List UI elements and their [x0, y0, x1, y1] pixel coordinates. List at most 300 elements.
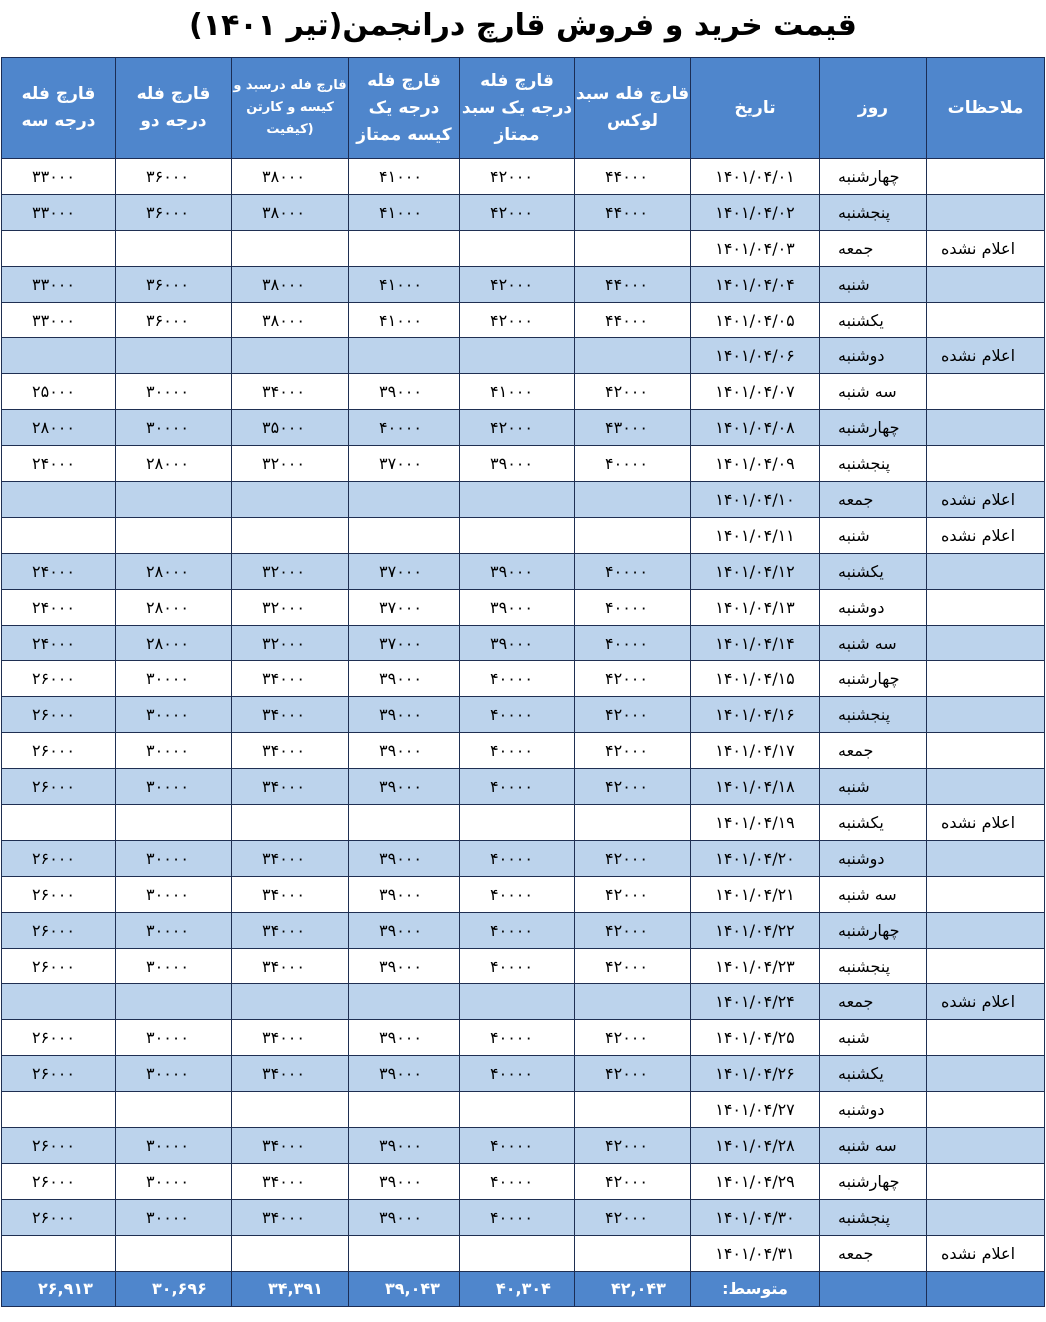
- price-cell-mixed-pack: ۳۲۰۰۰: [232, 589, 349, 625]
- notes-cell: [927, 840, 1045, 876]
- price-cell-lux-basket: ۴۲۰۰۰: [575, 733, 691, 769]
- table-row: [2, 984, 1045, 1020]
- day-cell: یکشنبه: [820, 805, 927, 841]
- price-cell-grade3: [2, 338, 116, 374]
- price-cell-grade1-basket: ۴۰۰۰۰: [460, 697, 575, 733]
- notes-cell: اعلام نشده: [927, 1235, 1045, 1271]
- price-cell-grade2: ۳۰۰۰۰: [116, 733, 232, 769]
- price-cell-grade2: [116, 805, 232, 841]
- price-cell-mixed-pack: ۳۴۰۰۰: [232, 733, 349, 769]
- price-cell-mixed-pack: [232, 1235, 349, 1271]
- date-cell: ۱۴۰۱/۰۴/۱۷: [691, 733, 820, 769]
- day-cell: دوشنبه: [820, 840, 927, 876]
- price-cell-grade1-basket: ۴۲۰۰۰: [460, 302, 575, 338]
- notes-cell: [927, 1092, 1045, 1128]
- price-cell-grade1-bag: ۳۹۰۰۰: [349, 374, 460, 410]
- price-cell-grade2: ۳۰۰۰۰: [116, 374, 232, 410]
- table-row: [2, 482, 1045, 518]
- price-cell-lux-basket: ۴۳۰۰۰: [575, 410, 691, 446]
- table-row: [2, 446, 1045, 482]
- table-row: [2, 302, 1045, 338]
- day-cell: چهارشنبه: [820, 159, 927, 195]
- price-cell-grade2: ۳۰۰۰۰: [116, 1020, 232, 1056]
- notes-cell: [927, 1128, 1045, 1164]
- notes-cell: [927, 948, 1045, 984]
- price-cell-mixed-pack: [232, 482, 349, 518]
- notes-cell: [927, 1020, 1045, 1056]
- table-body: [2, 159, 1045, 1272]
- price-cell-grade1-bag: ۳۹۰۰۰: [349, 1199, 460, 1235]
- price-cell-grade2: ۲۸۰۰۰: [116, 625, 232, 661]
- notes-cell: اعلام نشده: [927, 338, 1045, 374]
- col-header-grade1-bag: قارچ فله درجه یک کیسه ممتاز: [349, 58, 460, 159]
- table-row: [2, 374, 1045, 410]
- date-cell: ۱۴۰۱/۰۴/۲۸: [691, 1128, 820, 1164]
- price-cell-grade1-basket: ۴۲۰۰۰: [460, 194, 575, 230]
- price-cell-lux-basket: ۴۰۰۰۰: [575, 589, 691, 625]
- price-cell-grade1-basket: [460, 984, 575, 1020]
- price-cell-grade3: [2, 517, 116, 553]
- table-header-row: [2, 58, 1045, 159]
- price-cell-grade1-bag: ۳۷۰۰۰: [349, 589, 460, 625]
- price-cell-grade3: ۲۶۰۰۰: [2, 840, 116, 876]
- price-cell-grade3: ۲۵۰۰۰: [2, 374, 116, 410]
- day-cell: جمعه: [820, 230, 927, 266]
- price-cell-grade1-bag: ۳۹۰۰۰: [349, 1163, 460, 1199]
- price-cell-mixed-pack: ۳۴۰۰۰: [232, 1056, 349, 1092]
- day-cell: یکشنبه: [820, 1056, 927, 1092]
- day-cell: شنبه: [820, 517, 927, 553]
- price-cell-grade1-bag: [349, 482, 460, 518]
- table-row: [2, 805, 1045, 841]
- notes-cell: [927, 912, 1045, 948]
- price-cell-lux-basket: ۴۲۰۰۰: [575, 840, 691, 876]
- price-cell-grade1-basket: [460, 805, 575, 841]
- date-cell: ۱۴۰۱/۰۴/۱۲: [691, 553, 820, 589]
- table-row: [2, 733, 1045, 769]
- price-cell-grade2: [116, 1092, 232, 1128]
- col-header-day: روز: [820, 58, 927, 159]
- price-cell-grade2: ۳۰۰۰۰: [116, 948, 232, 984]
- price-cell-lux-basket: ۴۲۰۰۰: [575, 1020, 691, 1056]
- date-cell: ۱۴۰۱/۰۴/۱۳: [691, 589, 820, 625]
- table-row: [2, 840, 1045, 876]
- average-label: متوسط:: [691, 1271, 820, 1306]
- day-cell: پنجشنبه: [820, 948, 927, 984]
- price-cell-grade1-basket: ۴۰۰۰۰: [460, 661, 575, 697]
- price-cell-grade3: ۳۳۰۰۰: [2, 266, 116, 302]
- day-cell: پنجشنبه: [820, 446, 927, 482]
- day-cell: دوشنبه: [820, 589, 927, 625]
- price-cell-lux-basket: ۴۴۰۰۰: [575, 194, 691, 230]
- price-cell-grade2: ۳۶۰۰۰: [116, 194, 232, 230]
- price-cell-grade2: ۳۶۰۰۰: [116, 159, 232, 195]
- day-cell: چهارشنبه: [820, 410, 927, 446]
- price-cell-grade2: [116, 482, 232, 518]
- price-cell-grade1-basket: [460, 1092, 575, 1128]
- price-cell-mixed-pack: ۳۵۰۰۰: [232, 410, 349, 446]
- price-cell-grade1-bag: ۳۷۰۰۰: [349, 625, 460, 661]
- price-cell-lux-basket: ۴۲۰۰۰: [575, 1199, 691, 1235]
- table-row: [2, 159, 1045, 195]
- price-cell-lux-basket: ۴۲۰۰۰: [575, 769, 691, 805]
- price-cell-grade3: ۲۶۰۰۰: [2, 876, 116, 912]
- day-cell: دوشنبه: [820, 338, 927, 374]
- price-cell-mixed-pack: ۳۸۰۰۰: [232, 302, 349, 338]
- day-cell: سه شنبه: [820, 1128, 927, 1164]
- price-cell-grade1-basket: ۴۰۰۰۰: [460, 1163, 575, 1199]
- price-cell-grade1-basket: ۴۲۰۰۰: [460, 159, 575, 195]
- date-cell: ۱۴۰۱/۰۴/۲۶: [691, 1056, 820, 1092]
- price-cell-grade1-bag: ۳۹۰۰۰: [349, 661, 460, 697]
- average-notes-cell: [927, 1271, 1045, 1306]
- price-cell-grade1-basket: ۴۰۰۰۰: [460, 769, 575, 805]
- price-cell-grade3: ۳۳۰۰۰: [2, 159, 116, 195]
- notes-cell: [927, 769, 1045, 805]
- average-mixed-pack: ۳۴,۳۹۱: [232, 1271, 349, 1306]
- price-cell-lux-basket: ۴۲۰۰۰: [575, 374, 691, 410]
- price-cell-grade1-basket: ۳۹۰۰۰: [460, 553, 575, 589]
- price-cell-lux-basket: ۴۰۰۰۰: [575, 625, 691, 661]
- price-cell-grade3: ۲۴۰۰۰: [2, 589, 116, 625]
- date-cell: ۱۴۰۱/۰۴/۰۵: [691, 302, 820, 338]
- price-cell-mixed-pack: [232, 230, 349, 266]
- price-cell-lux-basket: [575, 230, 691, 266]
- price-cell-grade1-bag: ۳۷۰۰۰: [349, 446, 460, 482]
- price-cell-lux-basket: ۴۴۰۰۰: [575, 159, 691, 195]
- notes-cell: [927, 374, 1045, 410]
- price-cell-grade1-basket: ۴۰۰۰۰: [460, 912, 575, 948]
- price-cell-grade3: ۲۴۰۰۰: [2, 625, 116, 661]
- price-cell-grade1-basket: ۴۰۰۰۰: [460, 876, 575, 912]
- table-row: [2, 876, 1045, 912]
- notes-cell: [927, 1199, 1045, 1235]
- price-cell-mixed-pack: ۳۴۰۰۰: [232, 1020, 349, 1056]
- price-cell-grade1-basket: [460, 230, 575, 266]
- notes-cell: اعلام نشده: [927, 517, 1045, 553]
- date-cell: ۱۴۰۱/۰۴/۲۰: [691, 840, 820, 876]
- col-header-grade3: قارچ فله درجه سه: [2, 58, 116, 159]
- price-cell-grade1-bag: ۴۱۰۰۰: [349, 302, 460, 338]
- price-cell-grade3: ۳۳۰۰۰: [2, 302, 116, 338]
- price-cell-grade2: ۳۰۰۰۰: [116, 1056, 232, 1092]
- table-row: [2, 1020, 1045, 1056]
- price-cell-lux-basket: [575, 517, 691, 553]
- notes-cell: اعلام نشده: [927, 805, 1045, 841]
- date-cell: ۱۴۰۱/۰۴/۲۱: [691, 876, 820, 912]
- price-cell-mixed-pack: ۳۴۰۰۰: [232, 769, 349, 805]
- price-cell-grade3: ۲۶۰۰۰: [2, 1020, 116, 1056]
- price-cell-grade1-basket: ۴۲۰۰۰: [460, 266, 575, 302]
- date-cell: ۱۴۰۱/۰۴/۰۲: [691, 194, 820, 230]
- price-cell-grade3: ۲۶۰۰۰: [2, 1163, 116, 1199]
- notes-cell: [927, 733, 1045, 769]
- price-cell-grade2: ۳۰۰۰۰: [116, 876, 232, 912]
- day-cell: چهارشنبه: [820, 912, 927, 948]
- price-cell-grade3: ۲۶۰۰۰: [2, 1056, 116, 1092]
- notes-cell: [927, 625, 1045, 661]
- col-header-grade2: قارچ فله درجه دو: [116, 58, 232, 159]
- notes-cell: [927, 553, 1045, 589]
- price-cell-grade1-basket: [460, 1235, 575, 1271]
- notes-cell: [927, 446, 1045, 482]
- price-cell-grade1-bag: ۳۹۰۰۰: [349, 733, 460, 769]
- price-cell-grade3: ۲۶۰۰۰: [2, 697, 116, 733]
- price-cell-grade1-bag: ۳۷۰۰۰: [349, 553, 460, 589]
- notes-cell: اعلام نشده: [927, 230, 1045, 266]
- day-cell: چهارشنبه: [820, 661, 927, 697]
- price-cell-grade1-bag: [349, 338, 460, 374]
- table-row: [2, 697, 1045, 733]
- price-cell-lux-basket: ۴۲۰۰۰: [575, 697, 691, 733]
- price-cell-grade1-basket: ۴۰۰۰۰: [460, 1199, 575, 1235]
- price-cell-grade1-bag: ۳۹۰۰۰: [349, 1128, 460, 1164]
- price-cell-mixed-pack: [232, 805, 349, 841]
- price-cell-grade2: ۳۰۰۰۰: [116, 769, 232, 805]
- table-row: [2, 230, 1045, 266]
- table-row: [2, 948, 1045, 984]
- price-cell-grade1-bag: ۴۱۰۰۰: [349, 159, 460, 195]
- date-cell: ۱۴۰۱/۰۴/۲۵: [691, 1020, 820, 1056]
- table-row: [2, 625, 1045, 661]
- price-cell-grade3: ۲۴۰۰۰: [2, 446, 116, 482]
- price-cell-grade1-basket: [460, 338, 575, 374]
- average-lux-basket: ۴۲,۰۴۳: [575, 1271, 691, 1306]
- price-cell-grade2: ۳۰۰۰۰: [116, 661, 232, 697]
- price-cell-grade2: [116, 338, 232, 374]
- day-cell: دوشنبه: [820, 1092, 927, 1128]
- price-cell-grade1-basket: ۳۹۰۰۰: [460, 625, 575, 661]
- table-row: [2, 589, 1045, 625]
- price-cell-lux-basket: [575, 1092, 691, 1128]
- price-cell-lux-basket: ۴۲۰۰۰: [575, 1128, 691, 1164]
- price-cell-grade1-bag: [349, 517, 460, 553]
- price-cell-grade3: [2, 482, 116, 518]
- notes-cell: [927, 589, 1045, 625]
- price-cell-grade1-bag: [349, 805, 460, 841]
- price-cell-grade1-bag: ۴۱۰۰۰: [349, 194, 460, 230]
- price-cell-grade2: ۳۰۰۰۰: [116, 840, 232, 876]
- price-cell-grade2: ۳۰۰۰۰: [116, 1163, 232, 1199]
- date-cell: ۱۴۰۱/۰۴/۳۰: [691, 1199, 820, 1235]
- average-grade3: ۲۶,۹۱۳: [2, 1271, 116, 1306]
- price-cell-grade1-bag: [349, 984, 460, 1020]
- price-cell-mixed-pack: ۳۴۰۰۰: [232, 661, 349, 697]
- date-cell: ۱۴۰۱/۰۴/۱۰: [691, 482, 820, 518]
- day-cell: شنبه: [820, 769, 927, 805]
- price-cell-lux-basket: ۴۴۰۰۰: [575, 302, 691, 338]
- price-cell-grade1-bag: [349, 1092, 460, 1128]
- date-cell: ۱۴۰۱/۰۴/۱۱: [691, 517, 820, 553]
- price-cell-grade1-basket: ۴۰۰۰۰: [460, 1056, 575, 1092]
- price-cell-grade2: ۳۰۰۰۰: [116, 1199, 232, 1235]
- col-header-mixed-pack: قارچ فله درسبد و کیسه و کارتن (کیفیت: [232, 58, 349, 159]
- price-table: [1, 57, 1045, 1307]
- price-cell-grade1-basket: ۳۹۰۰۰: [460, 446, 575, 482]
- day-cell: شنبه: [820, 266, 927, 302]
- price-cell-grade2: [116, 1235, 232, 1271]
- price-cell-grade2: ۲۸۰۰۰: [116, 446, 232, 482]
- price-cell-lux-basket: ۴۰۰۰۰: [575, 446, 691, 482]
- price-cell-grade2: ۲۸۰۰۰: [116, 589, 232, 625]
- day-cell: جمعه: [820, 733, 927, 769]
- price-cell-mixed-pack: [232, 338, 349, 374]
- average-grade1-bag: ۳۹,۰۴۳: [349, 1271, 460, 1306]
- day-cell: جمعه: [820, 482, 927, 518]
- price-cell-grade1-bag: ۴۱۰۰۰: [349, 266, 460, 302]
- price-cell-lux-basket: ۴۲۰۰۰: [575, 661, 691, 697]
- price-cell-grade2: [116, 984, 232, 1020]
- price-cell-grade3: ۲۸۰۰۰: [2, 410, 116, 446]
- price-cell-grade3: ۲۶۰۰۰: [2, 769, 116, 805]
- price-cell-mixed-pack: ۳۸۰۰۰: [232, 266, 349, 302]
- col-header-lux-basket: قارچ فله سبد لوکس: [575, 58, 691, 159]
- table-row: [2, 1235, 1045, 1271]
- price-cell-grade1-bag: [349, 230, 460, 266]
- day-cell: شنبه: [820, 1020, 927, 1056]
- price-cell-mixed-pack: ۳۴۰۰۰: [232, 697, 349, 733]
- table-row: [2, 769, 1045, 805]
- price-cell-mixed-pack: ۳۴۰۰۰: [232, 840, 349, 876]
- notes-cell: [927, 1163, 1045, 1199]
- day-cell: پنجشنبه: [820, 1199, 927, 1235]
- price-cell-mixed-pack: ۳۴۰۰۰: [232, 1199, 349, 1235]
- date-cell: ۱۴۰۱/۰۴/۳۱: [691, 1235, 820, 1271]
- price-cell-mixed-pack: [232, 517, 349, 553]
- price-cell-mixed-pack: ۳۲۰۰۰: [232, 625, 349, 661]
- notes-cell: اعلام نشده: [927, 984, 1045, 1020]
- price-cell-mixed-pack: ۳۲۰۰۰: [232, 553, 349, 589]
- price-cell-grade3: [2, 230, 116, 266]
- price-cell-grade3: [2, 1235, 116, 1271]
- average-grade1-basket: ۴۰,۳۰۴: [460, 1271, 575, 1306]
- price-cell-grade3: ۲۶۰۰۰: [2, 1199, 116, 1235]
- table-row: [2, 338, 1045, 374]
- price-cell-grade1-bag: ۳۹۰۰۰: [349, 769, 460, 805]
- price-cell-mixed-pack: ۳۴۰۰۰: [232, 374, 349, 410]
- notes-cell: [927, 302, 1045, 338]
- table-row: [2, 1199, 1045, 1235]
- price-cell-grade1-basket: ۴۰۰۰۰: [460, 840, 575, 876]
- date-cell: ۱۴۰۱/۰۴/۰۶: [691, 338, 820, 374]
- price-cell-mixed-pack: ۳۲۰۰۰: [232, 446, 349, 482]
- price-cell-grade1-bag: ۳۹۰۰۰: [349, 948, 460, 984]
- price-cell-lux-basket: [575, 984, 691, 1020]
- table-row: [2, 1163, 1045, 1199]
- page-title: قیمت خرید و فروش قارچ درانجمن(تیر ۱۴۰۱): [189, 8, 857, 43]
- notes-cell: [927, 194, 1045, 230]
- col-header-date: تاریخ: [691, 58, 820, 159]
- price-cell-grade2: ۳۰۰۰۰: [116, 912, 232, 948]
- price-cell-mixed-pack: ۳۴۰۰۰: [232, 1163, 349, 1199]
- price-cell-lux-basket: ۴۲۰۰۰: [575, 948, 691, 984]
- price-cell-grade1-bag: ۳۹۰۰۰: [349, 697, 460, 733]
- date-cell: ۱۴۰۱/۰۴/۰۸: [691, 410, 820, 446]
- price-cell-grade1-basket: [460, 517, 575, 553]
- date-cell: ۱۴۰۱/۰۴/۱۵: [691, 661, 820, 697]
- notes-cell: [927, 1056, 1045, 1092]
- price-cell-grade3: ۲۶۰۰۰: [2, 733, 116, 769]
- date-cell: ۱۴۰۱/۰۴/۱۸: [691, 769, 820, 805]
- date-cell: ۱۴۰۱/۰۴/۰۷: [691, 374, 820, 410]
- day-cell: پنجشنبه: [820, 194, 927, 230]
- price-cell-mixed-pack: ۳۴۰۰۰: [232, 1128, 349, 1164]
- price-cell-grade3: ۳۳۰۰۰: [2, 194, 116, 230]
- notes-cell: اعلام نشده: [927, 482, 1045, 518]
- price-cell-lux-basket: [575, 805, 691, 841]
- average-row: [2, 1271, 1045, 1306]
- price-cell-lux-basket: ۴۲۰۰۰: [575, 912, 691, 948]
- price-cell-grade1-basket: ۴۲۰۰۰: [460, 410, 575, 446]
- price-cell-grade1-basket: ۴۰۰۰۰: [460, 948, 575, 984]
- price-cell-grade3: ۲۶۰۰۰: [2, 1128, 116, 1164]
- table-row: [2, 1056, 1045, 1092]
- price-cell-grade2: ۳۰۰۰۰: [116, 697, 232, 733]
- price-cell-mixed-pack: [232, 984, 349, 1020]
- price-cell-lux-basket: ۴۲۰۰۰: [575, 876, 691, 912]
- date-cell: ۱۴۰۱/۰۴/۱۴: [691, 625, 820, 661]
- day-cell: یکشنبه: [820, 553, 927, 589]
- table-row: [2, 194, 1045, 230]
- price-cell-grade1-bag: ۳۹۰۰۰: [349, 876, 460, 912]
- day-cell: یکشنبه: [820, 302, 927, 338]
- price-cell-lux-basket: ۴۴۰۰۰: [575, 266, 691, 302]
- date-cell: ۱۴۰۱/۰۴/۱۶: [691, 697, 820, 733]
- price-cell-grade1-bag: ۳۹۰۰۰: [349, 1056, 460, 1092]
- price-cell-grade3: [2, 1092, 116, 1128]
- col-header-notes: ملاحظات: [927, 58, 1045, 159]
- price-cell-grade1-basket: ۴۰۰۰۰: [460, 733, 575, 769]
- day-cell: چهارشنبه: [820, 1163, 927, 1199]
- price-cell-grade3: [2, 805, 116, 841]
- price-cell-lux-basket: [575, 338, 691, 374]
- price-cell-mixed-pack: ۳۴۰۰۰: [232, 948, 349, 984]
- price-cell-lux-basket: ۴۰۰۰۰: [575, 553, 691, 589]
- date-cell: ۱۴۰۱/۰۴/۰۱: [691, 159, 820, 195]
- date-cell: ۱۴۰۱/۰۴/۰۹: [691, 446, 820, 482]
- price-cell-grade1-bag: [349, 1235, 460, 1271]
- price-cell-grade1-basket: [460, 482, 575, 518]
- price-cell-mixed-pack: ۳۴۰۰۰: [232, 912, 349, 948]
- table-row: [2, 912, 1045, 948]
- date-cell: ۱۴۰۱/۰۴/۱۹: [691, 805, 820, 841]
- notes-cell: [927, 697, 1045, 733]
- average-grade2: ۳۰,۶۹۶: [116, 1271, 232, 1306]
- table-row: [2, 553, 1045, 589]
- average-day-cell: [820, 1271, 927, 1306]
- date-cell: ۱۴۰۱/۰۴/۲۴: [691, 984, 820, 1020]
- table-row: [2, 266, 1045, 302]
- date-cell: ۱۴۰۱/۰۴/۲۲: [691, 912, 820, 948]
- date-cell: ۱۴۰۱/۰۴/۲۹: [691, 1163, 820, 1199]
- date-cell: ۱۴۰۱/۰۴/۰۴: [691, 266, 820, 302]
- table-row: [2, 661, 1045, 697]
- price-cell-lux-basket: [575, 1235, 691, 1271]
- price-cell-grade3: ۲۶۰۰۰: [2, 912, 116, 948]
- notes-cell: [927, 266, 1045, 302]
- price-cell-grade2: ۳۰۰۰۰: [116, 410, 232, 446]
- day-cell: سه شنبه: [820, 374, 927, 410]
- day-cell: سه شنبه: [820, 625, 927, 661]
- price-cell-mixed-pack: ۳۸۰۰۰: [232, 194, 349, 230]
- date-cell: ۱۴۰۱/۰۴/۰۳: [691, 230, 820, 266]
- col-header-grade1-basket: قارچ فله درجه یک سبد ممتاز: [460, 58, 575, 159]
- day-cell: سه شنبه: [820, 876, 927, 912]
- price-cell-mixed-pack: [232, 1092, 349, 1128]
- price-cell-mixed-pack: ۳۸۰۰۰: [232, 159, 349, 195]
- table-row: [2, 410, 1045, 446]
- price-cell-grade1-basket: ۳۹۰۰۰: [460, 589, 575, 625]
